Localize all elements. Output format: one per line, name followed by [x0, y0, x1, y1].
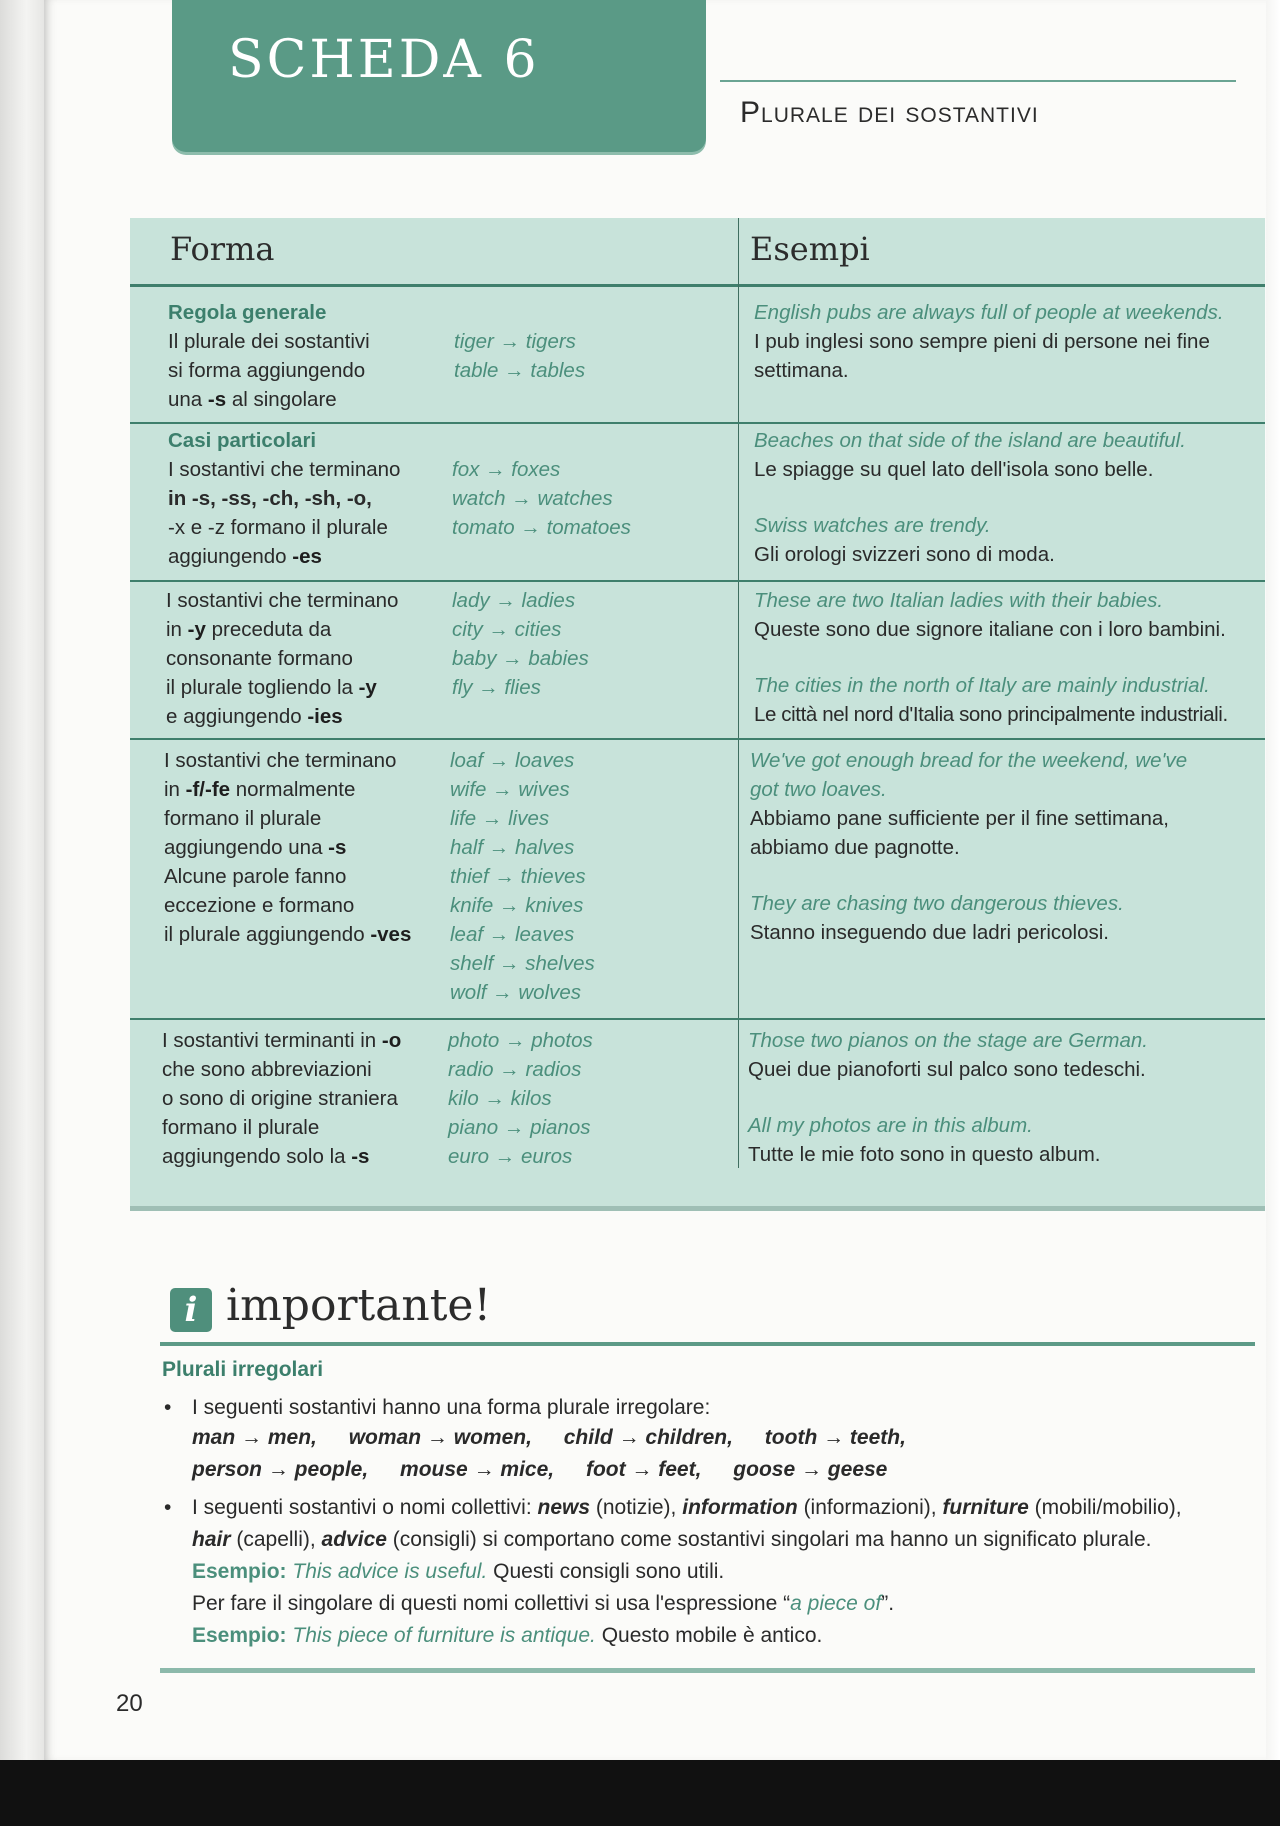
- example-italian: Abbiamo pane sufficiente per il fine settimana,: [750, 807, 1169, 830]
- header-rule: [720, 80, 1236, 82]
- word-pair: knife → knives: [450, 894, 584, 917]
- word-pair: table → tables: [454, 359, 586, 382]
- word-pair: half → halves: [450, 836, 575, 859]
- rule-text-line: il plurale aggiungendo -ves: [164, 923, 412, 946]
- irregular-pair: child → children,: [563, 1426, 733, 1449]
- rule-text-line: I sostantivi che terminano: [166, 589, 399, 612]
- word-pair: radio → radios: [448, 1058, 582, 1081]
- rule-text-line: -x e -z formano il plurale: [168, 516, 388, 539]
- word-pair: photo → photos: [448, 1029, 593, 1052]
- example-english: We've got enough bread for the weekend, we've: [750, 749, 1188, 772]
- example-italian: Quei due pianoforti sul palco sono tedeschi.: [748, 1058, 1146, 1081]
- rule-o-ending: [162, 1026, 401, 1171]
- importante-rule: [160, 1342, 1255, 1346]
- word-pair: tiger → tigers: [454, 330, 576, 353]
- irregular-pair: tooth → teeth,: [764, 1426, 906, 1449]
- example-english: These are two Italian ladies with their babies.: [754, 589, 1164, 612]
- rule-text-line: Il plurale dei sostantivi: [168, 330, 370, 353]
- irregular-pair: foot → feet,: [585, 1458, 702, 1481]
- word-pair: kilo → kilos: [448, 1087, 552, 1110]
- example-english: Beaches on that side of the island are beautiful.: [754, 429, 1186, 452]
- word-pair: tomato → tomatoes: [452, 516, 631, 539]
- row-divider: [130, 580, 1265, 582]
- row-divider: [130, 422, 1265, 424]
- rule-text-line: si forma aggiungendo: [168, 359, 366, 382]
- example-italian: Le spiagge su quel lato dell'isola sono belle.: [754, 458, 1154, 481]
- bullet-text: I seguenti sostantivi hanno una forma plurale irregolare:: [192, 1396, 711, 1419]
- word-pair: watch → watches: [452, 487, 613, 510]
- rule-text-line: il plurale togliendo la -y: [166, 676, 377, 699]
- column-header-esempi: Esempi: [750, 230, 870, 268]
- word-pair: thief → thieves: [450, 865, 586, 888]
- irregular-pair: mouse → mice,: [400, 1458, 555, 1481]
- word-pair: baby → babies: [452, 647, 589, 670]
- rule-text-line: I sostantivi terminanti in -o: [162, 1029, 402, 1052]
- rule-text-line: I sostantivi che terminano: [164, 749, 397, 772]
- rule-text-line: formano il plurale: [162, 1116, 320, 1139]
- rule-text-line: eccezione e formano: [164, 894, 355, 917]
- word-pair: leaf → leaves: [450, 923, 575, 946]
- rule-text-line: o sono di origine straniera: [162, 1087, 398, 1110]
- rule-title: Regola generale: [168, 301, 327, 324]
- rule-y-ending: [166, 586, 398, 731]
- example-block: [754, 586, 1262, 729]
- scheda-title: SCHEDA 6: [228, 30, 540, 90]
- example-block: [750, 746, 1255, 947]
- rule-f-fe-ending: [164, 746, 411, 949]
- word-pair: city → cities: [452, 618, 562, 641]
- row-divider: [130, 738, 1265, 740]
- irregular-pair: person → people,: [192, 1458, 369, 1481]
- scheda-tab: [172, 0, 706, 152]
- example-italian: Queste sono due signore italiane con i loro bambini.: [754, 618, 1226, 641]
- example-italian: abbiamo due pagnotte.: [750, 836, 960, 859]
- irregular-pair: man → men,: [192, 1426, 317, 1449]
- irregular-plurals-line: [192, 1458, 913, 1482]
- word-pairs: [454, 327, 585, 385]
- word-pair: wife → wives: [450, 778, 570, 801]
- example-english: got two loaves.: [750, 778, 887, 801]
- word-pairs: [452, 586, 589, 702]
- rule-text-line: I sostantivi che terminano: [168, 458, 401, 481]
- word-pair: life → lives: [450, 807, 550, 830]
- example-italian: Stanno inseguendo due ladri pericolosi.: [750, 921, 1110, 944]
- importante-bottom-rule: [160, 1668, 1255, 1673]
- word-pairs: [448, 1026, 593, 1171]
- word-pair: fox → foxes: [452, 458, 561, 481]
- rule-text-line: in -y preceduta da: [166, 618, 332, 641]
- word-pair: lady → ladies: [452, 589, 576, 612]
- word-pair: euro → euros: [448, 1145, 573, 1168]
- example-english: The cities in the north of Italy are mainly industrial.: [754, 674, 1210, 697]
- rule-text-line: formano il plurale: [164, 807, 322, 830]
- example-italian: Gli orologi svizzeri sono di moda.: [754, 543, 1055, 566]
- rule-title: Casi particolari: [168, 429, 317, 452]
- header-divider: [130, 284, 1265, 287]
- page-title: Plurale dei sostantivi: [740, 96, 1039, 129]
- rule-regola-generale: [168, 298, 370, 414]
- rule-text-line: che sono abbreviazioni: [162, 1058, 372, 1081]
- bullet-icon: •: [164, 1496, 172, 1519]
- page-edge: [1266, 0, 1280, 1760]
- rule-text-line: aggiungendo una -s: [164, 836, 347, 859]
- word-pairs: [452, 455, 631, 542]
- example-block: [754, 426, 1259, 569]
- bullet-icon: •: [164, 1396, 172, 1419]
- scan-bottom-border: [0, 1760, 1280, 1826]
- rule-text-line: aggiungendo solo la -s: [162, 1145, 370, 1168]
- row-divider: [130, 1018, 1265, 1020]
- rule-text-line: consonante formano: [166, 647, 353, 670]
- info-icon: i: [170, 1288, 212, 1332]
- rule-text-line: Alcune parole fanno: [164, 865, 347, 888]
- rule-text-line: in -s, -ss, -ch, -sh, -o,: [168, 487, 372, 510]
- rule-text-line: una -s al singolare: [168, 388, 337, 411]
- collective-nouns-text: I seguenti sostantivi o nomi collettivi: news (notizie), information (informazioni), furniture (mobili/mobilio), hair (capelli), advice (consigli) si comportano come sostantivi singolari ma hanno un significato plurale. Esempio: This advice is useful. Questi consigli sono utili. Per fare il singolare di questi nomi collettivi si usa l'espressione “a piece of”. Esempio: This piece of furniture is antique. Questo mobile è antico.: [192, 1496, 1182, 1647]
- example-english: Swiss watches are trendy.: [754, 514, 991, 537]
- example-block: [754, 298, 1254, 385]
- word-pair: loaf → loaves: [450, 749, 575, 772]
- irregular-pair: goose → geese: [733, 1458, 888, 1481]
- rule-text-line: e aggiungendo -ies: [166, 705, 343, 728]
- rule-text-line: aggiungendo -es: [168, 545, 322, 568]
- word-pair: shelf → shelves: [450, 952, 595, 975]
- column-divider: [738, 218, 739, 1168]
- rule-casi-particolari: [168, 426, 400, 571]
- example-english: Those two pianos on the stage are German.: [748, 1029, 1148, 1052]
- example-italian: Le città nel nord d'Italia sono principalmente industriali.: [754, 703, 1228, 726]
- column-header-forma: Forma: [170, 230, 275, 268]
- example-english: English pubs are always full of people at weekends.: [754, 301, 1224, 324]
- word-pair: wolf → wolves: [450, 981, 582, 1004]
- book-spine: [0, 0, 44, 1760]
- importante-subtitle: Plurali irregolari: [162, 1358, 324, 1381]
- irregular-pair: woman → women,: [348, 1426, 532, 1449]
- example-english: All my photos are in this album.: [748, 1114, 1033, 1137]
- word-pair: piano → pianos: [448, 1116, 591, 1139]
- forma-esempi-table: [130, 218, 1265, 1211]
- example-block: [748, 1026, 1253, 1169]
- irregular-plurals-line: [192, 1426, 932, 1450]
- example-italian: I pub inglesi sono sempre pieni di persone nei fine settimana.: [754, 330, 1210, 382]
- example-english: They are chasing two dangerous thieves.: [750, 892, 1124, 915]
- word-pair: fly → flies: [452, 676, 541, 699]
- word-pairs: [450, 746, 595, 1007]
- rule-text-line: in -f/-fe normalmente: [164, 778, 356, 801]
- importante-title: importante!: [226, 1280, 492, 1331]
- example-italian: Tutte le mie foto sono in questo album.: [748, 1143, 1101, 1166]
- page-number: 20: [116, 1690, 143, 1717]
